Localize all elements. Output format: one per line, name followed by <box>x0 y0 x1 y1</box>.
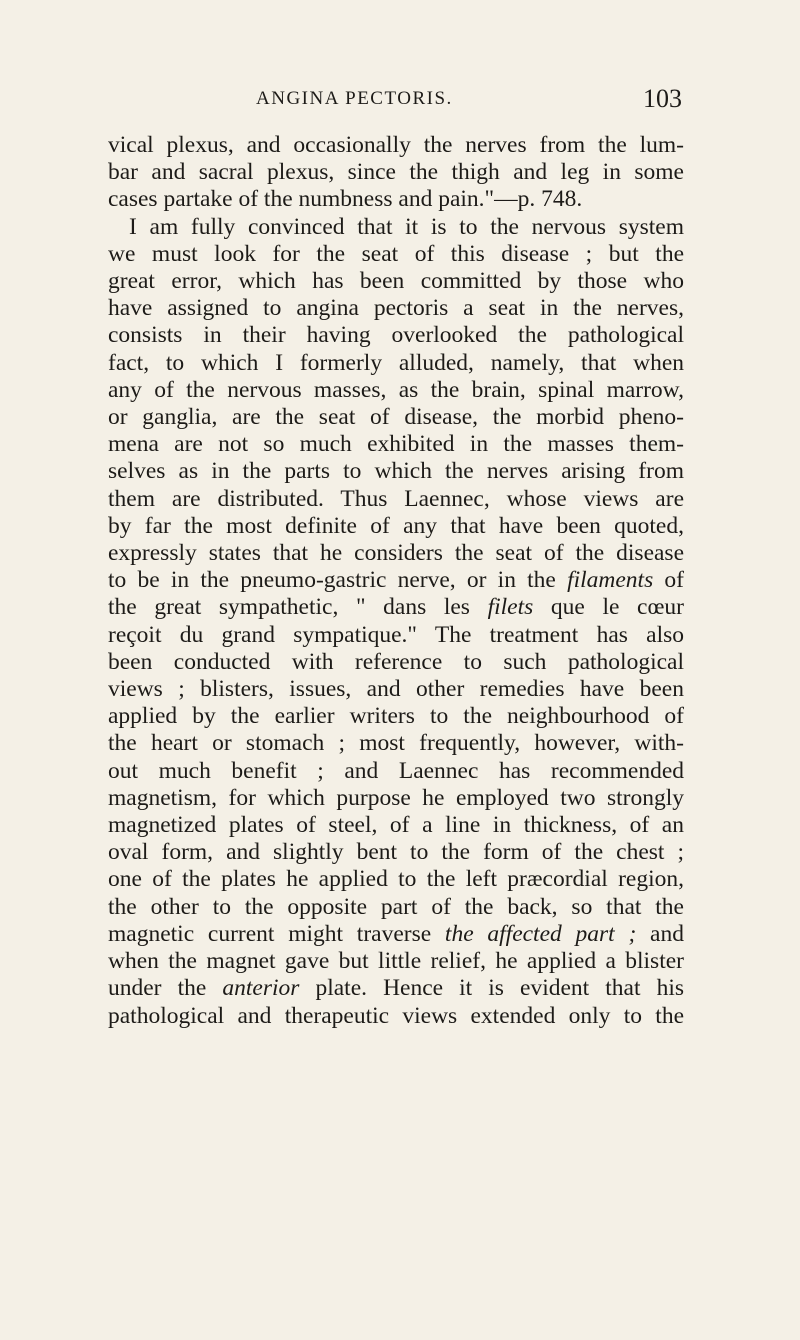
text-line: pathological and therapeutic views extended only to the <box>108 1002 684 1029</box>
text-line: the other to the opposite part of the back, so that the <box>108 893 684 920</box>
text-run: of <box>653 567 685 594</box>
italic-term: filets <box>487 594 534 621</box>
text-run: que le cœur <box>533 594 684 621</box>
text-line: out much benefit ; and Laennec has recommended <box>108 757 684 784</box>
text-line: have assigned to angina pectoris a seat in the nerves, <box>108 295 684 322</box>
text-line: reçoit du grand sympatique." The treatment has also <box>108 621 684 648</box>
text-line: by far the most definite of any that have been quoted, <box>108 512 684 539</box>
text-line: we must look for the seat of this disease ; but the <box>108 240 684 267</box>
text-line <box>108 594 684 621</box>
text-run: and <box>636 920 684 947</box>
text-line: selves as in the parts to which the nerves arising from <box>108 458 684 485</box>
text-line <box>108 567 684 594</box>
italic-term: filaments <box>567 567 654 594</box>
paragraph-start-line: I am fully convinced that it is to the nervous system <box>129 213 684 240</box>
text-line: expressly states that he considers the seat of the disease <box>108 540 684 567</box>
text-line: views ; blisters, issues, and other remedies have been <box>108 676 684 703</box>
text-line: magnetism, for which purpose he employed two strongly <box>108 784 684 811</box>
page-number: 103 <box>643 84 682 113</box>
text-line: vical plexus, and occasionally the nerves from the lum- <box>108 132 684 158</box>
running-head: ANGINA PECTORIS. <box>256 88 453 109</box>
text-line: fact, to which I formerly alluded, namely, that when <box>108 349 684 376</box>
text-line: when the magnet gave but little relief, he applied a blister <box>108 948 684 975</box>
body-text <box>108 132 684 1030</box>
text-line: bar and sacral plexus, since the thigh and leg in some <box>108 159 684 186</box>
italic-term: anterior <box>222 975 300 1002</box>
text-line <box>108 921 684 948</box>
text-line: or ganglia, are the seat of disease, the morbid pheno- <box>108 404 684 431</box>
text-line: mena are not so much exhibited in the masses them- <box>108 431 684 458</box>
text-line: consists in their having overlooked the pathological <box>108 322 684 349</box>
italic-term: the affected part ; <box>444 920 637 947</box>
text-run: to be in the pneumo-gastric nerve, or in the <box>108 567 568 594</box>
text-line: great error, which has been committed by those who <box>108 268 684 295</box>
text-line: oval form, and slightly bent to the form of the chest ; <box>108 839 684 866</box>
text-line: cases partake of the numbness and pain."—p. 748. <box>108 186 583 213</box>
text-run: magnetic current might traverse <box>108 920 445 947</box>
page-header <box>0 84 800 118</box>
text-line: applied by the earlier writers to the neighbourhood of <box>108 703 684 730</box>
text-line: one of the plates he applied to the left præcordial region, <box>108 866 684 893</box>
text-run: under the <box>108 975 223 1002</box>
text-line: any of the nervous masses, as the brain, spinal marrow, <box>108 376 684 403</box>
text-run: the great sympathetic, " dans les <box>108 594 488 621</box>
text-line: the heart or stomach ; most frequently, however, with- <box>108 730 684 757</box>
text-run: plate. Hence it is evident that his <box>299 975 684 1002</box>
text-line: been conducted with reference to such pathological <box>108 648 684 675</box>
text-line: magnetized plates of steel, of a line in thickness, of an <box>108 812 684 839</box>
text-line <box>108 975 684 1002</box>
text-line: them are distributed. Thus Laennec, whose views are <box>108 485 684 512</box>
